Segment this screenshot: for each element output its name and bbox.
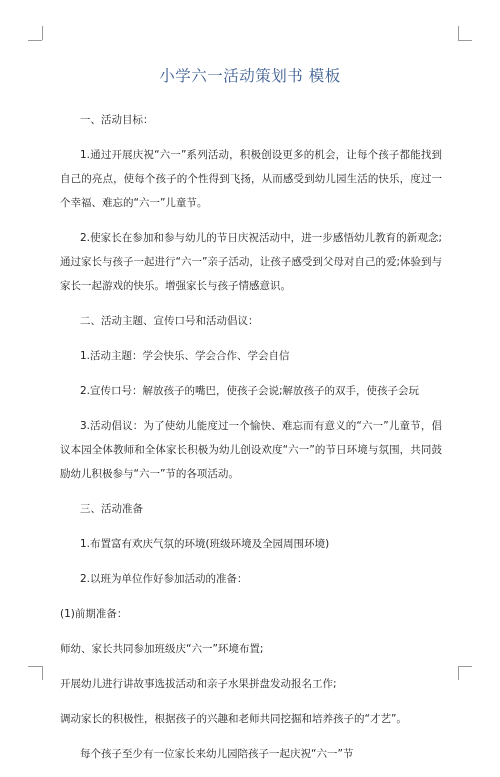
theme-item-2: 2.宣传口号：解放孩子的嘴巴，使孩子会说;解放孩子的双手，使孩子会玩 (80, 385, 420, 397)
preparation-line-1: 师幼、家长共同参加班级庆“六一”环境布置; (60, 643, 264, 655)
goal-paragraph-1: 1.通过开展庆祝“六一”系列活动，积极创设更多的机会，让每个孩子都能找到自己的亮点，使每个孩子的个性得到飞扬，从而感受到幼儿园生活的快乐，度过一个幸福、难忘的“六一”儿童节。 (60, 149, 442, 209)
preparation-line-4: 每个孩子至少有一位家长来幼儿园陪孩子一起庆祝“六一”节 (80, 748, 354, 760)
preparation-line-3: 调动家长的积极性，根据孩子的兴趣和老师共同挖掘和培养孩子的“才艺”。 (60, 713, 407, 725)
preparation-item-1: 1.布置富有欢庆气氛的环境(班级环境及全园周围环境) (80, 538, 330, 550)
theme-item-3: 3.活动倡议：为了使幼儿能度过一个愉快、难忘而有意义的“六一”儿童节，倡议本园全体教师和全体家长积极为幼儿创设欢度“六一”的节日环境与氛围，共同鼓励幼儿积极参与“六一”节的各项活动。 (60, 420, 442, 480)
theme-item-1: 1.活动主题：学会快乐、学会合作、学会自信 (80, 350, 290, 362)
section-heading-preparation: 三、活动准备 (80, 503, 143, 515)
preparation-line-2: 开展幼儿进行讲故事选拔活动和亲子水果拼盘发动报名工作; (60, 678, 337, 690)
section-heading-goals: 一、活动目标： (80, 114, 154, 126)
goal-paragraph-2: 2.使家长在参加和参与幼儿的节日庆祝活动中，进一步感悟幼儿教育的新观念;通过家长与孩子一起进行“六一”亲子活动，让孩子感受到父母对自己的爱;体验到与家长一起游戏的快乐。增强家长与孩子情感意识。 (60, 232, 442, 292)
preparation-item-2: 2.以班为单位作好参加活动的准备： (80, 573, 248, 585)
document-title: 小学六一活动策划书 模板 (159, 67, 341, 85)
preparation-subheading: (1)前期准备： (60, 608, 128, 620)
section-heading-theme: 二、活动主题、宣传口号和活动倡议： (80, 315, 259, 327)
document-body (60, 108, 442, 777)
